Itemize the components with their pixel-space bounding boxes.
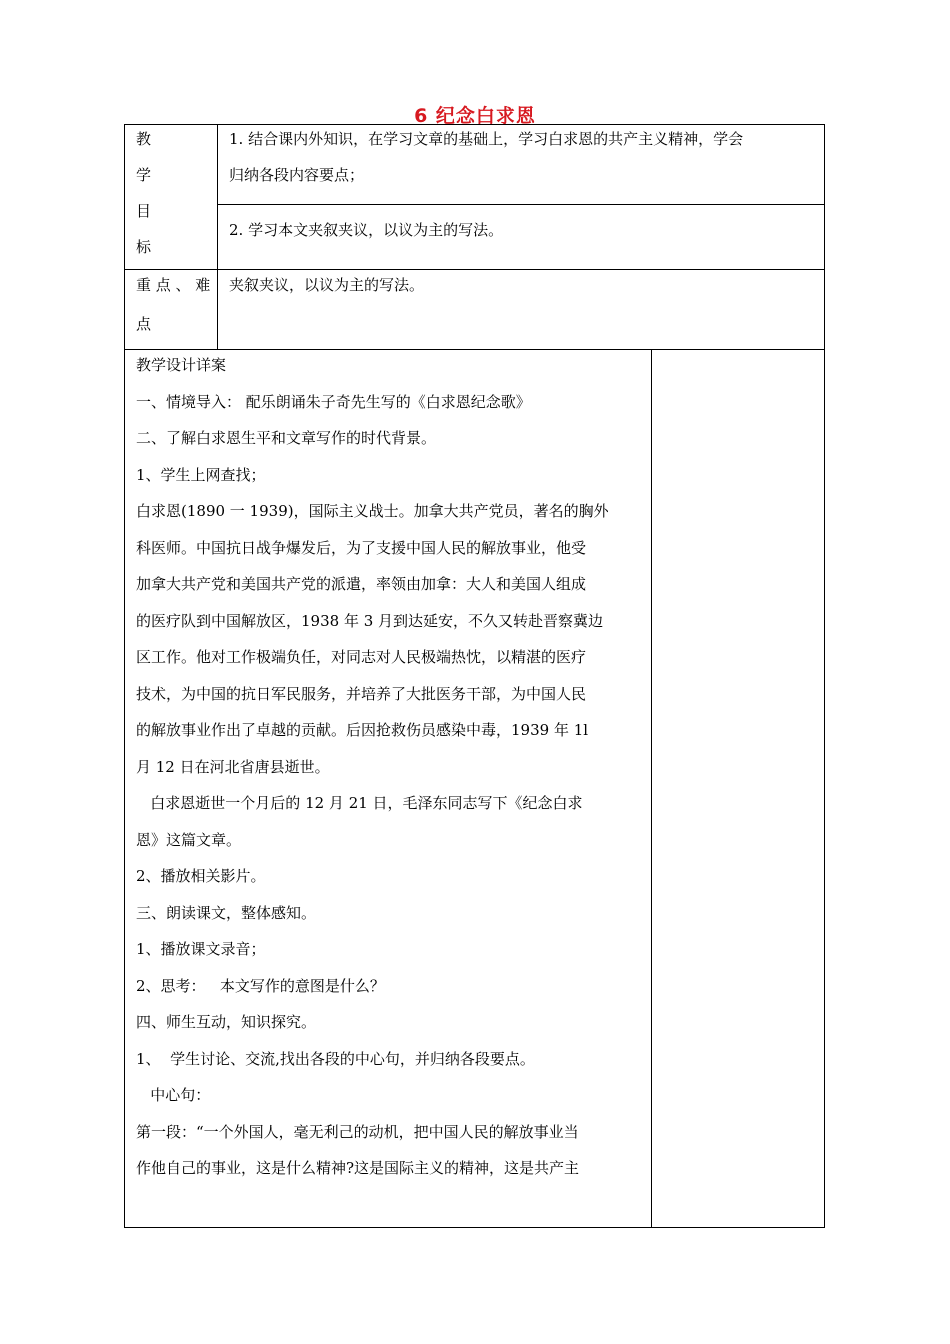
- design-section: [136, 356, 609, 1196]
- document-title: 6 纪念白求恩: [414, 105, 536, 127]
- design-line: 白求恩(1890 一 1939)，国际主义战士。加拿大共产党员，著名的胸外: [136, 502, 609, 520]
- design-line: 的解放事业作出了卓越的贡献。后因抢救伤员感染中毒，1939 年 1l: [136, 721, 589, 739]
- design-line: 1、播放课文录音；: [136, 940, 266, 958]
- design-line: 的医疗队到中国解放区，1938 年 3 月到达延安，不久又转赴晋察冀边: [136, 611, 604, 630]
- design-line: 加拿大共产党和美国共产党的派遣，率领由加拿：大人和美国人组成: [136, 575, 587, 593]
- row-divider-goals: [124, 269, 825, 270]
- design-line: 四、师生互动，知识探究。: [136, 1013, 317, 1031]
- design-line: 2、播放相关影片。: [136, 867, 266, 885]
- row-divider-keypoints: [124, 349, 825, 350]
- goal-divider: [217, 204, 825, 205]
- key-points-label-line1: 重 点 、 难: [136, 276, 211, 294]
- label-char: 标: [136, 238, 152, 256]
- design-line: 一、情境导入： 配乐朗诵朱子奇先生写的《白求恩纪念歌》: [136, 392, 531, 411]
- design-line: 中心句：: [136, 1086, 211, 1104]
- label-char: 目: [136, 202, 152, 220]
- label-column-divider: [217, 124, 218, 349]
- design-heading: 教学设计详案: [136, 356, 227, 374]
- design-line: 白求恩逝世一个月后的 12 月 21 日，毛泽东同志写下《纪念白求: [136, 794, 583, 812]
- goal-1-line: 1. 结合课内外知识，在学习文章的基础上，学习白求恩的共产主义精神，学会: [229, 130, 744, 148]
- goal-2: 2. 学习本文夹叙夹议，以议为主的写法。: [229, 221, 504, 239]
- design-line: 1、 学生讨论、交流,找出各段的中心句，并归纳各段要点。: [136, 1049, 535, 1068]
- design-line: 月 12 日在河北省唐县逝世。: [136, 757, 330, 776]
- goal-1: [229, 130, 743, 202]
- key-points-label-line2: 点: [136, 315, 152, 333]
- design-line: 1、学生上网查找；: [136, 465, 266, 484]
- design-line: 作他自己的事业，这是什么精神?这是国际主义的精神，这是共产主: [136, 1159, 580, 1177]
- goal-1-line: 归纳各段内容要点；: [229, 166, 365, 184]
- label-char: 学: [136, 166, 152, 184]
- design-line: 第一段：“一个外国人，毫无利己的动机，把中国人民的解放事业当: [136, 1122, 579, 1141]
- notes-column-divider: [651, 349, 652, 1228]
- teaching-goals-label: [136, 130, 151, 274]
- design-line: 区工作。他对工作极端负任，对同志对人民极端热忱，以精湛的医疗: [136, 648, 587, 666]
- design-line: 恩》这篇文章。: [136, 830, 242, 849]
- design-line: 三、朗读课文，整体感知。: [136, 903, 317, 922]
- design-line: 技术，为中国的抗日军民服务，并培养了大批医务干部，为中国人民: [136, 684, 587, 703]
- design-line: 二、了解白求恩生平和文章写作的时代背景。: [136, 429, 437, 447]
- label-char: 教: [136, 130, 152, 148]
- key-points-content: 夹叙夹议，以议为主的写法。: [229, 276, 425, 294]
- design-line: 2、思考： 本文写作的意图是什么？: [136, 976, 385, 995]
- design-line: 科医师。中国抗日战争爆发后，为了支援中国人民的解放事业，他受: [136, 538, 587, 557]
